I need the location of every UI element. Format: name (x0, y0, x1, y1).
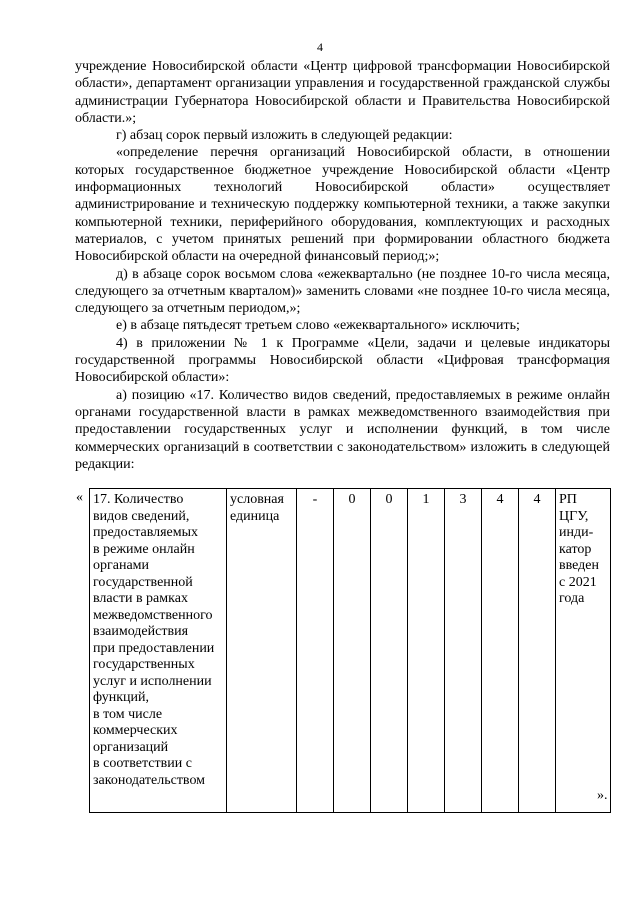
cell-line: РП (559, 492, 577, 507)
paragraph: учреждение Новосибирской области «Центр цифровой трансформации Новосибирской области», департамент организации управления и государственной гражданской службы администрации Губернатора Новосибирской области и Правительства Новосибирской области.»; (75, 59, 610, 126)
value-cell: - (297, 489, 334, 813)
unit-cell (227, 489, 297, 813)
indicator-name-cell (90, 489, 227, 813)
cell-line: предоставляемых (93, 525, 199, 540)
cell-line: власти в рамках (93, 591, 188, 606)
value-cell: 0 (371, 489, 408, 813)
value-cell: 0 (334, 489, 371, 813)
cell-line: государственных (93, 657, 195, 672)
cell-line: в том числе (93, 706, 163, 722)
value-cell: 3 (445, 489, 482, 813)
cell-line: межведомственного (93, 607, 213, 623)
cell-line: инди- (559, 525, 594, 540)
cell-line: года (559, 591, 585, 606)
value-cell: 4 (519, 489, 556, 813)
cell-line: в режиме онлайн (93, 541, 195, 557)
indicator-table (89, 488, 611, 813)
cell-line: с 2021 (559, 574, 597, 590)
cell-line: коммерческих (93, 723, 178, 738)
value-cell: 1 (408, 489, 445, 813)
cell-line: взаимодействия (93, 624, 189, 639)
cell-line: единица (230, 508, 280, 524)
cell-line: организаций (93, 739, 169, 755)
table-close-quote: ». (597, 788, 608, 803)
paragraph: е) в абзаце пятьдесят третьем слово «ежеквартального» исключить; (116, 318, 520, 334)
cell-line: ЦГУ, (559, 508, 589, 524)
page-number: 4 (317, 40, 323, 54)
cell-line: видов сведений, (93, 508, 190, 524)
cell-line: услуг и исполнении (93, 673, 212, 689)
paragraph: а) позицию «17. Количество видов сведений, предоставляемых в режиме онлайн органами государственной власти в рамках межведомственного взаимодействия при предоставлении государственных услуг и исполнении функций, в том числе коммерческих организаций в соответствии с законодательством» изложить в следующей редакции: (75, 387, 610, 472)
cell-line: органами (93, 558, 150, 573)
table-open-quote: « (76, 490, 83, 505)
value-cell: 4 (482, 489, 519, 813)
cell-line: функций, (93, 690, 149, 705)
cell-line: условная (230, 492, 284, 507)
paragraph: д) в абзаце сорок восьмом слова «ежеквартально (не позднее 10-го числа месяца, следующего за отчетным кварталом)» заменить словами «не позднее 10-го числа месяца, следующего за отчетным периодом,»; (75, 266, 610, 317)
body-text (75, 58, 610, 473)
paragraph: «определение перечня организаций Новосибирской области, в отношении которых государственное бюджетное учреждение Новосибирской области «Центр информационных технологий Новосибирской области» осуществляет администрирование и техническую поддержку компьютерной техники, а также закупки компьютерной техники, периферийного оборудования, комплектующих и расходных материалов, с учетом принятых решений при формировании областного бюджета Новосибирской области на очередной финансовый период;»; (75, 145, 610, 265)
paragraph: г) абзац сорок первый изложить в следующей редакции: (116, 128, 453, 144)
cell-line: законодательством (93, 772, 206, 788)
cell-line: 17. Количество (93, 492, 184, 507)
paragraph: 4) в приложении № 1 к Программе «Цели, задачи и целевые индикаторы государственной программы Новосибирской области «Цифровая трансформация Новосибирской области»: (75, 335, 610, 386)
cell-line: катор (559, 541, 592, 557)
cell-line: введен (559, 558, 599, 573)
cell-line: при предоставлении (93, 640, 215, 656)
cell-line: в соответствии с (93, 756, 192, 771)
cell-line: государственной (93, 574, 193, 590)
note-cell (556, 489, 611, 813)
table-row (90, 489, 611, 813)
